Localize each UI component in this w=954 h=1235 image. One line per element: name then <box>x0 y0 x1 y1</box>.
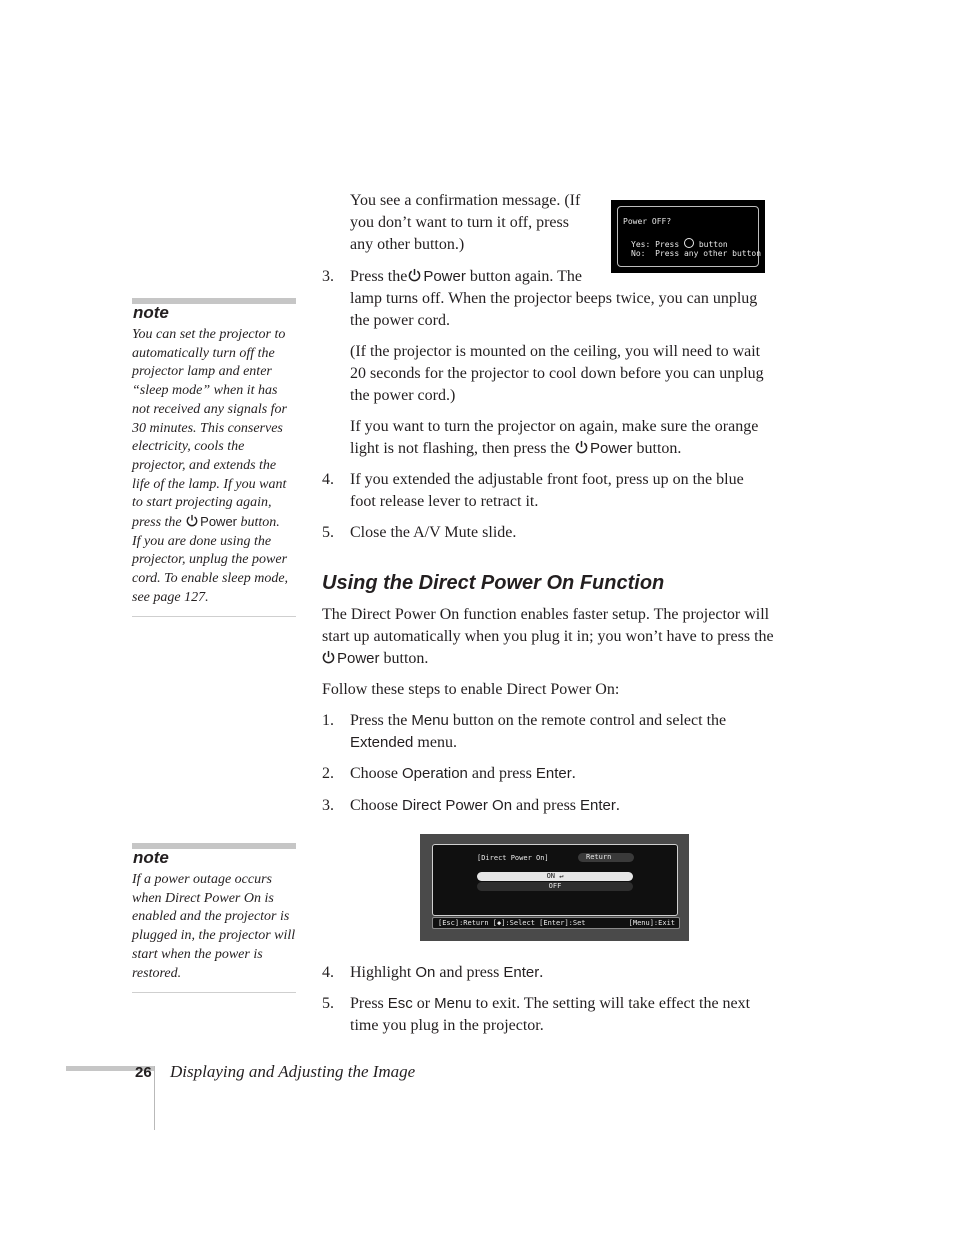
note-line: projector, unplug the power <box>132 552 288 568</box>
note-divider <box>132 616 296 617</box>
intro-line: any other button.) <box>350 236 465 253</box>
on-label: On <box>415 964 436 981</box>
step-number: 5. <box>322 524 334 541</box>
footer-vertical-rule <box>154 1066 155 1130</box>
note-line: If a power outage occurs <box>132 872 272 887</box>
step3-line: the power cord. <box>350 312 450 329</box>
dp-step5-text <box>350 993 790 1037</box>
power-icon <box>684 238 694 248</box>
dp-step4-text <box>350 962 790 984</box>
note-line: plugged in, the projector will <box>132 928 296 944</box>
dp-step1-text <box>350 710 790 754</box>
yes-label: Yes: Press <box>631 240 680 249</box>
note-line: cord. To enable sleep mode, <box>132 571 289 587</box>
dp1-post: button on the remote control and select the <box>452 712 727 729</box>
section-line-end: button. <box>383 650 429 667</box>
note-line: start when the power is <box>132 946 263 962</box>
power-label: Power <box>589 440 633 457</box>
option-off: OFF <box>477 882 633 891</box>
footer-title: Displaying and Adjusting the Image <box>170 1062 416 1081</box>
power-label: Power <box>423 268 466 285</box>
return-button: Return <box>578 853 634 862</box>
menu-label: Menu <box>411 712 449 729</box>
dp2-end: . <box>571 765 576 782</box>
note-line: see page 127. <box>132 589 209 605</box>
power-label: Power <box>200 514 238 530</box>
turn-on-paragraph <box>350 416 790 460</box>
note-line: “sleep mode” when it has <box>132 383 278 399</box>
step3-pre: Press the <box>350 268 408 285</box>
note-line: to start projecting again, <box>132 495 272 511</box>
dp3-mid: and press <box>516 797 577 814</box>
return-arrow-icon: ↵ <box>559 872 564 880</box>
power-off-title: Power OFF? <box>623 217 672 226</box>
power-icon <box>408 268 421 282</box>
intro-line: You see a confirmation message. (If <box>350 192 581 209</box>
step4-line: If you extended the adjustable front foot, press up on the blue <box>350 471 744 488</box>
ceiling-line: 20 seconds for the projector to cool down before you can unplug <box>350 365 764 382</box>
step-number: 4. <box>322 471 334 488</box>
enter-label: Enter <box>580 797 616 814</box>
note-line: enabled and the projector is <box>132 909 290 925</box>
power-icon <box>322 650 335 664</box>
esc-label: Esc <box>387 995 413 1012</box>
note-line: 30 minutes. This conserves <box>132 420 283 436</box>
power-off-dialog <box>617 206 762 267</box>
help-bar-left <box>438 918 586 928</box>
note-line: when Direct Power On is <box>132 890 274 906</box>
help-esc: [Esc]:Return [ <box>438 919 498 927</box>
note-line: not received any signals for <box>132 401 288 417</box>
enter-label: Enter <box>503 964 540 981</box>
direct-power-on-help-bar <box>432 917 680 929</box>
step3-text <box>350 266 790 332</box>
enter-label: Enter <box>535 765 572 782</box>
dp4-end: . <box>539 964 544 981</box>
dp5-or: or <box>416 995 431 1012</box>
step-number: 3. <box>322 268 334 285</box>
dp5-pre: Press <box>350 995 384 1012</box>
dp3-pre: Choose <box>350 797 398 814</box>
operation-label: Operation <box>402 765 468 782</box>
note-line: If you are done using the <box>132 533 272 549</box>
turn-on-post: button. <box>636 440 682 457</box>
select-arrow-icon: ◆ <box>497 919 502 927</box>
dp2-pre: Choose <box>350 765 398 782</box>
power-label: Power <box>337 650 380 667</box>
note-heading: note <box>133 848 169 867</box>
note-line: life of the lamp. If you want <box>132 476 287 492</box>
step3-line: lamp turns off. When the projector beeps twice, you can unplug <box>350 290 758 307</box>
note2-body <box>132 871 298 983</box>
dp-step3-text <box>350 795 790 817</box>
power-off-screen <box>611 200 765 273</box>
note-divider <box>132 992 296 993</box>
step5-text: Close the A/V Mute slide. <box>350 524 517 541</box>
yes-suffix: button <box>698 240 728 249</box>
page-number: 26 <box>135 1064 152 1081</box>
step-number: 3. <box>322 797 334 814</box>
help-select: ]:Select [Enter]:Set <box>501 919 586 927</box>
dp3-end: . <box>615 797 620 814</box>
step3-post: button again. The <box>469 268 582 285</box>
dp4-mid: and press <box>439 964 500 981</box>
dp5-line: time you plug in the projector. <box>350 1017 544 1034</box>
section-line: start up automatically when you plug it in; you won’t have to press the <box>322 628 774 645</box>
note-line: projector, and extends the <box>132 457 277 473</box>
step-number: 2. <box>322 765 334 782</box>
step-number: 4. <box>322 964 334 981</box>
note-line: automatically turn off the <box>132 345 275 361</box>
ceiling-line: the power cord.) <box>350 387 456 404</box>
step4-text <box>350 469 790 513</box>
dp1-end: menu. <box>417 734 457 751</box>
note-heading: note <box>133 303 169 322</box>
option-on-highlighted <box>477 872 633 881</box>
power-icon <box>186 514 198 527</box>
section-heading: Using the Direct Power On Function <box>322 572 665 594</box>
note-line: restored. <box>132 965 182 981</box>
menu-label: Menu <box>434 995 472 1012</box>
dp-step2-text <box>350 763 790 785</box>
dp5-post: to exit. The setting will take effect the next <box>475 995 751 1012</box>
note-line: projector lamp and enter <box>132 364 272 380</box>
power-icon <box>575 440 588 454</box>
step-number: 1. <box>322 712 334 729</box>
intro-line: you don’t want to turn it off, press <box>350 214 569 231</box>
direct-power-on-screen <box>420 834 689 941</box>
step4-line: foot release lever to retract it. <box>350 493 539 510</box>
follow-steps-text: Follow these steps to enable Direct Power On: <box>322 681 620 698</box>
note-line: electricity, cools the <box>132 439 245 455</box>
note-press-pre: press the <box>132 515 182 531</box>
note-press-post: button. <box>240 515 280 531</box>
dpo-screen-title: [Direct Power On] <box>477 854 549 862</box>
direct-power-on-label: Direct Power On <box>402 797 513 814</box>
note-line: You can set the projector to <box>132 327 286 342</box>
extended-label: Extended <box>350 734 414 751</box>
power-off-no-line: No: Press any other button <box>631 249 762 258</box>
turn-on-line: If you want to turn the projector on again, make sure the orange <box>350 418 759 435</box>
ceiling-line: (If the projector is mounted on the ceiling, you will need to wait <box>350 343 761 360</box>
power-off-yes-line <box>631 238 728 249</box>
section-line: The Direct Power On function enables faster setup. The projector will <box>322 606 770 623</box>
step-number: 5. <box>322 995 334 1012</box>
dp2-mid: and press <box>471 765 532 782</box>
direct-power-on-panel <box>432 844 678 916</box>
dp4-pre: Highlight <box>350 964 412 981</box>
section-paragraph <box>322 604 792 670</box>
dp1-pre: Press the <box>350 712 408 729</box>
turn-on-pre: light is not flashing, then press the <box>350 440 570 457</box>
intro-text <box>350 190 600 256</box>
option-on-label: ON <box>546 872 555 880</box>
note1-body <box>132 326 298 608</box>
ceiling-paragraph <box>350 341 790 407</box>
help-bar-right: [Menu]:Exit <box>628 919 675 927</box>
